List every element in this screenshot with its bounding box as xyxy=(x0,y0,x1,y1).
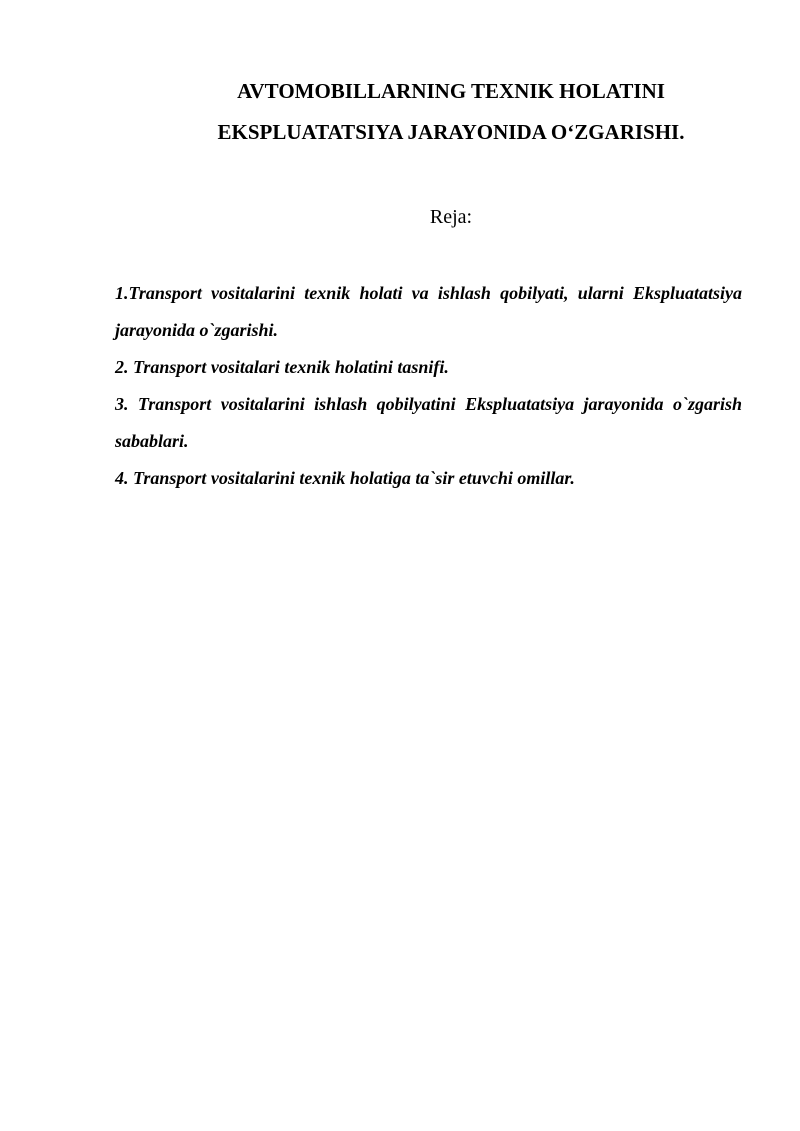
plan-item-4: 4. Transport vositalarini texnik holatiga ta`sir etuvchi omillar. xyxy=(115,468,575,488)
plan-heading: Reja: xyxy=(429,206,473,228)
plan-list xyxy=(115,275,742,497)
document-title-line-1: AVTOMOBILLARNING TEXNIK HOLATINI xyxy=(237,79,665,103)
plan-item-1: 1.Transport vositalarini texnik holati va ishlash qobilyati, ularni Ekspluatatsiya jarayonida o`zgarishi. xyxy=(115,283,742,340)
plan-item-3: 3. Transport vositalarini ishlash qobilyatini Ekspluatatsiya jarayonida o`zgarish sabablari. xyxy=(115,394,742,451)
document-title-line-2: EKSPLUATATSIYA JARAYONIDA O‘ZGARISHI. xyxy=(217,120,685,144)
plan-item-2: 2. Transport vositalari texnik holatini tasnifi. xyxy=(115,357,449,377)
